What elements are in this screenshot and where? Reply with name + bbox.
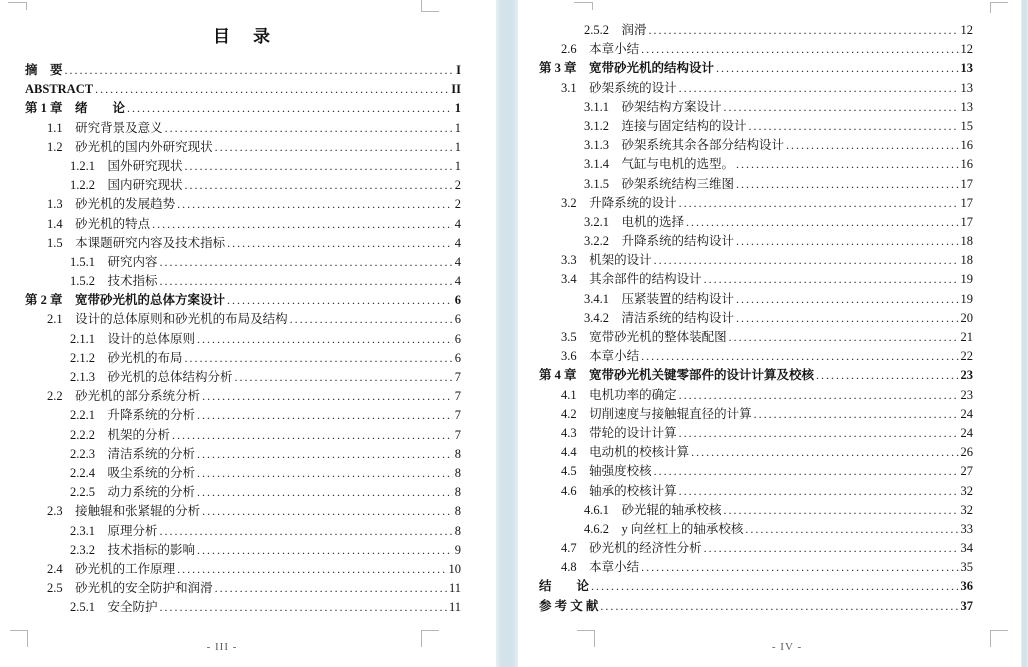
- dot-leader: [736, 175, 958, 194]
- toc-entry-label: 2.1.2 砂光机的布局: [70, 350, 183, 365]
- toc-entry-page-number: 27: [960, 464, 973, 479]
- toc-entry-label: 第 1 章 绪 论: [25, 101, 126, 116]
- dot-leader: [745, 520, 958, 539]
- toc-entry[interactable]: [539, 59, 973, 78]
- toc-entry-label: 4.6 轴承的校核计算: [561, 483, 677, 498]
- toc-entry-page-number: II: [451, 82, 461, 97]
- toc-entry-label: 第 3 章 宽带砂光机的结构设计: [539, 61, 715, 76]
- toc-entry-page-number: 12: [960, 42, 973, 57]
- toc-entry[interactable]: [539, 482, 973, 501]
- toc-entry-label: 3.1.1 砂架结构方案设计: [584, 99, 722, 114]
- toc-entry-page-number: 13: [960, 80, 973, 95]
- toc-entry-page-number: 15: [960, 118, 973, 133]
- toc-entry-label: 1.5.1 研究内容: [70, 254, 158, 269]
- dot-leader: [679, 194, 959, 213]
- dot-leader: [202, 502, 453, 521]
- toc-entry-label: 2.2 砂光机的部分系统分析: [47, 389, 201, 404]
- toc-entry-page-number: 8: [454, 485, 461, 500]
- toc-entry-label: 4.4 电动机的校核计算: [561, 445, 690, 460]
- dot-leader: [736, 155, 958, 174]
- toc-entry[interactable]: [25, 368, 461, 387]
- dot-leader: [160, 253, 453, 272]
- toc-entry-page-number: 1: [454, 101, 461, 116]
- dot-leader: [654, 251, 959, 270]
- toc-entry-label: 2.3 接触辊和张紧辊的分析: [47, 504, 201, 519]
- toc-entry[interactable]: [25, 330, 461, 349]
- toc-entry-label: 3.1.3 砂架系统其余各部分结构设计: [584, 138, 785, 153]
- toc-entry-page-number: 8: [454, 465, 461, 480]
- toc-entry-label: 2.3.1 原理分析: [70, 523, 158, 538]
- toc-entry-label: 2.1 设计的总体原则和砂光机的布局及结构: [47, 312, 288, 327]
- toc-entry[interactable]: [539, 328, 973, 347]
- toc-entry-page-number: 17: [960, 195, 973, 210]
- toc-entry-label: 第 4 章 宽带砂光机关键零部件的设计计算及校核: [539, 368, 815, 383]
- dot-leader: [95, 80, 449, 99]
- toc-entry-page-number: 24: [960, 425, 973, 440]
- toc-entry-page-number: 19: [960, 291, 973, 306]
- toc-entry-label: 3.4.1 压紧装置的结构设计: [584, 291, 735, 306]
- toc-entry-label: 2.2.5 动力系统的分析: [70, 485, 196, 500]
- toc-entry[interactable]: [539, 136, 973, 155]
- toc-entry[interactable]: [539, 79, 973, 98]
- toc-entry-label: 参 考 文 献: [539, 598, 599, 613]
- toc-entry-page-number: 13: [960, 99, 973, 114]
- toc-entry[interactable]: [25, 387, 461, 406]
- toc-entry-label: 2.5.1 安全防护: [70, 600, 158, 615]
- dot-leader: [679, 482, 959, 501]
- dot-leader: [65, 61, 455, 80]
- toc-entry-page-number: 32: [960, 483, 973, 498]
- toc-entry-page-number: 9: [454, 542, 461, 557]
- dot-leader: [197, 406, 453, 425]
- dot-leader: [691, 443, 958, 462]
- toc-entry-label: 3.5 宽带砂光机的整体装配图: [561, 330, 727, 344]
- toc-entry-page-number: 18: [960, 253, 973, 268]
- toc-entry[interactable]: [539, 424, 973, 443]
- toc-entry-page-number: 16: [960, 157, 973, 172]
- document-page-right[interactable]: [539, 0, 973, 667]
- toc-entry-label: 3.1.2 连接与固定结构的设计: [584, 118, 747, 133]
- toc-entry[interactable]: [539, 175, 973, 194]
- page-number-footer-right: - IV -: [771, 641, 803, 653]
- toc-entry[interactable]: [25, 598, 461, 617]
- toc-entry-page-number: 20: [960, 310, 973, 325]
- toc-entry-page-number: 8: [454, 523, 461, 538]
- dot-leader: [736, 232, 958, 251]
- toc-entry[interactable]: [539, 117, 973, 136]
- toc-entry-page-number: 33: [960, 521, 973, 536]
- dot-leader: [160, 522, 453, 541]
- dot-leader: [736, 290, 958, 309]
- toc-entry-label: 4.8 本章小结: [561, 560, 640, 575]
- toc-entry-page-number: 2: [454, 197, 461, 212]
- dot-leader: [724, 501, 959, 520]
- toc-entry[interactable]: [539, 405, 973, 424]
- dot-leader: [197, 445, 453, 464]
- toc-entry-page-number: 22: [960, 349, 973, 364]
- dot-leader: [749, 117, 959, 136]
- toc-entry-page-number: 35: [960, 560, 973, 575]
- toc-entry-page-number: 6: [454, 312, 461, 327]
- toc-entry-page-number: 7: [454, 427, 461, 442]
- toc-entry[interactable]: [25, 406, 461, 425]
- toc-entry-label: ABSTRACT: [25, 82, 94, 97]
- toc-entry-label: 3.4 其余部件的结构设计: [561, 272, 702, 287]
- toc-entry[interactable]: [25, 195, 461, 214]
- toc-entry-page-number: I: [456, 63, 461, 77]
- toc-title: 目 录: [213, 27, 273, 46]
- toc-entry-page-number: 8: [454, 446, 461, 461]
- toc-entry-label: 3.2.1 电机的选择: [584, 214, 685, 229]
- dot-leader: [649, 21, 959, 40]
- toc-entry-page-number: 7: [454, 389, 461, 404]
- toc-entry-label: 1.2.1 国外研究现状: [70, 158, 183, 173]
- dot-leader: [227, 234, 453, 253]
- toc-entry-label: 2.2.4 吸尘系统的分析: [70, 465, 196, 480]
- toc-entry-label: 2.2.1 升降系统的分析: [70, 408, 196, 423]
- toc-entry-label: 3.6 本章小结: [561, 349, 640, 364]
- dot-leader: [197, 541, 453, 560]
- dot-leader: [679, 79, 959, 98]
- toc-entry[interactable]: [539, 309, 973, 328]
- dot-leader: [686, 213, 958, 232]
- toc-entry[interactable]: [25, 349, 461, 368]
- toc-entry-page-number: 23: [960, 387, 973, 402]
- toc-entry-page-number: 6: [454, 293, 461, 308]
- toc-entry[interactable]: [539, 462, 973, 481]
- toc-entry-label: 4.6.1 砂光辊的轴承校核: [584, 502, 722, 517]
- toc-entry-page-number: 12: [960, 23, 973, 37]
- toc-entry-page-number: 10: [448, 561, 461, 576]
- toc-entry-page-number: 17: [960, 214, 973, 229]
- dot-leader: [786, 136, 958, 155]
- toc-entry-label: 2.5.2 润滑: [584, 23, 647, 37]
- toc-entry[interactable]: [539, 347, 973, 366]
- toc-entry[interactable]: [25, 579, 461, 598]
- toc-entry-label: 4.3 带轮的设计计算: [561, 425, 677, 440]
- dot-leader: [679, 424, 959, 443]
- toc-entry-page-number: 1: [454, 158, 461, 173]
- toc-entry[interactable]: [539, 290, 973, 309]
- dot-leader: [215, 579, 447, 598]
- toc-entry-label: 3.3 机架的设计: [561, 253, 652, 268]
- toc-entry-label: 4.7 砂光机的经济性分析: [561, 541, 702, 556]
- dot-leader: [227, 291, 453, 310]
- toc-entry[interactable]: [539, 213, 973, 232]
- toc-entry-label: 3.2.2 升降系统的结构设计: [584, 234, 735, 249]
- toc-entry[interactable]: [25, 253, 461, 272]
- toc-entry[interactable]: [25, 310, 461, 329]
- crop-mark-right-page-top-right: [990, 2, 1008, 13]
- toc-entry-page-number: 34: [960, 541, 973, 556]
- toc-entry[interactable]: [25, 138, 461, 157]
- toc-entry-page-number: 6: [454, 350, 461, 365]
- dot-leader: [641, 347, 958, 366]
- toc-entry-label: 2.3.2 技术指标的影响: [70, 542, 196, 557]
- toc-entry[interactable]: [25, 119, 461, 138]
- toc-entry-page-number: 11: [448, 581, 461, 596]
- dot-leader: [704, 270, 959, 289]
- toc-entry-page-number: 7: [454, 370, 461, 384]
- dot-leader: [152, 215, 453, 234]
- toc-entry[interactable]: [25, 272, 461, 291]
- toc-entry[interactable]: [539, 98, 973, 117]
- toc-entry-label: 4.1 电机功率的确定: [561, 387, 677, 402]
- toc-entry[interactable]: [539, 386, 973, 405]
- dot-leader: [729, 328, 959, 347]
- toc-entry-page-number: 1: [454, 120, 461, 135]
- toc-entry-label: 1.5.2 技术指标: [70, 274, 158, 289]
- dot-leader: [172, 426, 453, 445]
- toc-entry[interactable]: [539, 270, 973, 289]
- toc-entry[interactable]: [539, 558, 973, 577]
- toc-entry-page-number: 37: [960, 598, 973, 613]
- toc-entry-label: 4.6.2 y 向丝杠上的轴承校核: [584, 521, 744, 536]
- toc-entry-label: 2.1.1 设计的总体原则: [70, 331, 196, 346]
- toc-entry-label: 3.2 升降系统的设计: [561, 195, 677, 210]
- dot-leader: [641, 558, 958, 577]
- dot-leader: [185, 349, 453, 368]
- toc-entry-page-number: 7: [454, 408, 461, 423]
- toc-entry-page-number: 23: [960, 368, 973, 383]
- toc-list-left: [25, 61, 461, 617]
- dot-leader: [235, 368, 453, 387]
- toc-entry[interactable]: [25, 215, 461, 234]
- toc-entry-page-number: 36: [960, 579, 973, 594]
- dot-leader: [185, 157, 453, 176]
- dot-leader: [177, 560, 446, 579]
- toc-entry[interactable]: [539, 232, 973, 251]
- toc-entry-label: 3.4.2 清洁系统的结构设计: [584, 310, 735, 325]
- dot-leader: [202, 387, 453, 406]
- dot-leader: [165, 119, 453, 138]
- toc-entry-page-number: 1: [454, 139, 461, 154]
- dot-leader: [177, 195, 453, 214]
- toc-entry-page-number: 2: [454, 178, 461, 193]
- toc-entry[interactable]: [539, 251, 973, 270]
- dot-leader: [724, 98, 959, 117]
- toc-entry-page-number: 24: [960, 406, 973, 421]
- toc-entry[interactable]: [539, 443, 973, 462]
- crop-mark-right-page-bottom-right: [990, 630, 1008, 647]
- toc-entry[interactable]: [25, 483, 461, 502]
- dot-leader: [654, 462, 959, 481]
- toc-entry[interactable]: [539, 21, 973, 40]
- toc-entry-page-number: 16: [960, 138, 973, 153]
- page-number-footer-left: - III -: [206, 641, 238, 653]
- dot-leader: [716, 59, 958, 78]
- toc-entry[interactable]: [25, 502, 461, 521]
- toc-entry[interactable]: [539, 577, 973, 596]
- dot-leader: [160, 272, 453, 291]
- toc-entry-label: 2.1.3 砂光机的总体结构分析: [70, 370, 233, 384]
- toc-entry[interactable]: [25, 541, 461, 560]
- dot-leader: [600, 597, 958, 616]
- page-gap-strip: [496, 0, 518, 667]
- toc-entry[interactable]: [25, 560, 461, 579]
- dot-leader: [197, 464, 453, 483]
- dot-leader: [185, 176, 453, 195]
- toc-entry-label: 1.2 砂光机的国内外研究现状: [47, 139, 213, 154]
- toc-entry-page-number: 4: [454, 216, 461, 231]
- dot-leader: [290, 310, 453, 329]
- dot-leader: [591, 577, 958, 596]
- toc-entry-label: 3.1.4 气缸与电机的选型。: [584, 157, 735, 172]
- toc-entry-label: 3.1 砂架系统的设计: [561, 80, 677, 95]
- toc-entry-label: 1.1 研究背景及意义: [47, 120, 163, 135]
- toc-entry-label: 2.2.2 机架的分析: [70, 427, 171, 442]
- toc-entry-label: 1.5 本课题研究内容及技术指标: [47, 235, 226, 250]
- toc-entry-label: 1.4 砂光机的特点: [47, 216, 151, 231]
- toc-entry-label: 3.1.5 砂架系统结构三维图: [584, 176, 735, 191]
- toc-entry[interactable]: [25, 80, 461, 99]
- toc-entry[interactable]: [25, 291, 461, 310]
- toc-entry[interactable]: [25, 61, 461, 80]
- page-edge-strip: [1021, 0, 1028, 667]
- toc-entry-page-number: 18: [960, 234, 973, 249]
- toc-entry-label: 4.2 切削速度与接触辊直径的计算: [561, 406, 752, 421]
- toc-entry-label: 1.2.2 国内研究现状: [70, 178, 183, 193]
- toc-entry-label: 摘 要: [25, 63, 63, 77]
- toc-entry[interactable]: [25, 426, 461, 445]
- toc-entry[interactable]: [539, 155, 973, 174]
- toc-entry-page-number: 26: [960, 445, 973, 460]
- dot-leader: [736, 309, 958, 328]
- toc-list-right: [539, 21, 973, 616]
- toc-entry-page-number: 11: [448, 600, 461, 615]
- toc-entry-label: 2.6 本章小结: [561, 42, 640, 57]
- dot-leader: [197, 483, 453, 502]
- dot-leader: [197, 330, 453, 349]
- toc-entry[interactable]: [25, 464, 461, 483]
- toc-entry-label: 第 2 章 宽带砂光机的总体方案设计: [25, 293, 226, 308]
- toc-entry-page-number: 17: [960, 176, 973, 191]
- toc-entry[interactable]: [539, 539, 973, 558]
- toc-entry[interactable]: [25, 234, 461, 253]
- toc-entry-page-number: 6: [454, 331, 461, 346]
- dot-leader: [754, 405, 959, 424]
- toc-entry[interactable]: [539, 40, 973, 59]
- toc-entry[interactable]: [25, 445, 461, 464]
- dot-leader: [160, 598, 447, 617]
- toc-entry-page-number: 8: [454, 504, 461, 519]
- dot-leader: [215, 138, 453, 157]
- toc-entry-page-number: 19: [960, 272, 973, 287]
- dot-leader: [816, 366, 958, 385]
- toc-entry[interactable]: [25, 176, 461, 195]
- toc-entry-page-number: 4: [454, 274, 461, 289]
- toc-entry-label: 结 论: [539, 579, 590, 594]
- toc-entry-label: 2.5 砂光机的安全防护和润滑: [47, 581, 213, 596]
- toc-entry[interactable]: [539, 597, 973, 616]
- toc-entry-page-number: 4: [454, 235, 461, 250]
- toc-entry-page-number: 13: [960, 61, 973, 76]
- toc-entry[interactable]: [25, 99, 461, 118]
- toc-entry-page-number: 21: [960, 330, 973, 344]
- toc-entry[interactable]: [539, 194, 973, 213]
- dot-leader: [679, 386, 959, 405]
- toc-entry[interactable]: [25, 522, 461, 541]
- dot-leader: [641, 40, 958, 59]
- dot-leader: [127, 99, 453, 118]
- toc-entry-label: 2.4 砂光机的工作原理: [47, 561, 176, 576]
- toc-entry[interactable]: [25, 157, 461, 176]
- toc-entry-label: 2.2.3 清洁系统的分析: [70, 446, 196, 461]
- document-page-left[interactable]: [25, 0, 461, 667]
- dot-leader: [704, 539, 959, 558]
- toc-entry[interactable]: [539, 501, 973, 520]
- toc-entry-label: 4.5 轴强度校核: [561, 464, 652, 479]
- toc-entry-label: 1.3 砂光机的发展趋势: [47, 197, 176, 212]
- toc-entry-page-number: 32: [960, 502, 973, 517]
- toc-entry-page-number: 4: [454, 254, 461, 269]
- toc-entry[interactable]: [539, 366, 973, 385]
- toc-entry[interactable]: [539, 520, 973, 539]
